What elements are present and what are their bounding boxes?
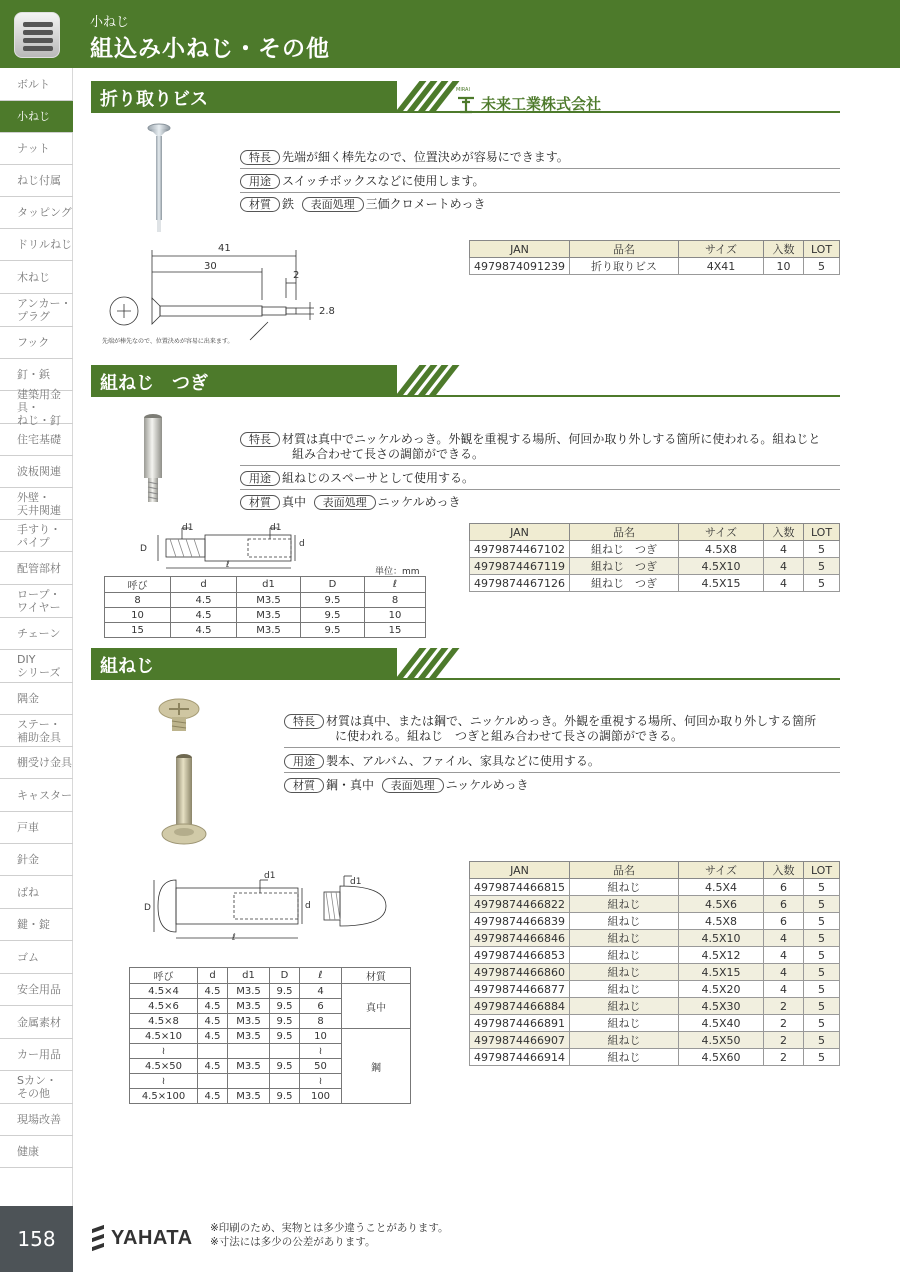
dim-total: 41	[218, 243, 231, 254]
table-row: 8 4.5 M3.5 9.5 8	[105, 593, 426, 608]
sidebar-item[interactable]: タッピング	[0, 197, 73, 229]
sidebar-item[interactable]: 金属素材	[0, 1006, 73, 1039]
section-title: 組ねじ	[100, 656, 154, 677]
section-header-kumineji	[91, 648, 840, 680]
sidebar-item[interactable]: カー用品	[0, 1039, 73, 1071]
table-row: 15 4.5 M3.5 9.5 15	[105, 623, 426, 638]
sidebar-item[interactable]: 波板関連	[0, 456, 73, 488]
usage-line: 用途 スイッチボックスなどに使用します。	[240, 174, 484, 189]
label-d: d	[299, 539, 305, 549]
feature-line-cont: に使われる。組ねじ つぎと組み合わせて長さの調節ができる。	[335, 729, 684, 743]
sidebar-item[interactable]: ねじ付属	[0, 165, 73, 197]
table-row: 4.5×10 4.5 M3.5 9.5 10 鋼	[130, 1029, 411, 1044]
surface-tag: 表面処理	[382, 778, 444, 793]
table-row: 4979874466914 組ねじ 4.5X60 2 5	[470, 1049, 840, 1066]
feature-line: 特長 材質は真中でニッケルめっき。外観を重視する場所、何回か取り外しする箇所に使われる。組ねじと	[240, 432, 820, 447]
product-table-oritori: JAN 品名 サイズ 入数 LOT 4979874091239 折り取りビス 4X41 10 5	[469, 240, 840, 275]
feature-line: 特長 先端が細く棒先なので、位置決めが容易にできます。	[240, 150, 569, 165]
table-row: 4.5×50 4.5 M3.5 9.5 50	[130, 1059, 411, 1074]
dimension-table-tsugi: 呼び d d1 D ℓ 8 4.5 M3.5 9.5 8 10 4.5 M3.5 9.5 10 15 4.5 M3.5 9.5 15	[104, 576, 426, 638]
page-title: 組込み小ねじ・その他	[90, 36, 330, 62]
product-table-kumineji: JAN 品名 サイズ 入数 LOT 4979874466815 組ねじ 4.5X4 6 5 4979874466822 組ねじ 4.5X6 6 5 4979874466839 組ねじ 4.5X8 6 5 4979874466846 組ねじ 4.5X10 4 5 4979874466853 組ねじ 4.5X12 4 5 4979874466860 組ねじ 4.5X15 4 5 4979874466877 組ねじ 4.5X20 4 5 4979874466884 組ねじ 4.5X30 2 5 4979874466891 組ねじ 4.5X40 2 5 4979874466907 組ねじ 4.5X50 2 5 4979874466914 組ねじ 4.5X60 2 5	[469, 861, 840, 1066]
material-line: 材質 鋼・真中 表面処理 ニッケルめっき	[284, 778, 528, 793]
table-row: 4.5×100 4.5 M3.5 9.5 100	[130, 1089, 411, 1104]
surface-tag: 表面処理	[314, 495, 376, 510]
sidebar-item[interactable]: ゴム	[0, 941, 73, 974]
table-row: 4979874466853 組ねじ 4.5X12 4 5	[470, 947, 840, 964]
material-line: 材質 鉄 表面処理 三価クロメートめっき	[240, 197, 486, 212]
label-l: ℓ	[232, 933, 236, 943]
kumineji-sleeve-photo	[158, 752, 210, 848]
sidebar-item[interactable]: DIY シリーズ	[0, 650, 73, 683]
maker-logo	[456, 87, 602, 118]
category-label: 小ねじ	[90, 15, 130, 30]
sidebar-item[interactable]: 棚受け金具	[0, 747, 73, 779]
surface-tag: 表面処理	[302, 197, 364, 212]
sidebar-item[interactable]: チェーン	[0, 618, 73, 650]
maker-name: 未来工業株式会社	[481, 95, 602, 113]
table-row: 4979874466891 組ねじ 4.5X40 2 5	[470, 1015, 840, 1032]
sidebar-item[interactable]: キャスター	[0, 779, 73, 812]
table-row: 4979874467102 組ねじ つぎ 4.5X8 4 5	[470, 541, 840, 558]
label-l: ℓ	[226, 560, 230, 570]
section-title: 折り取りビス	[100, 89, 208, 110]
brand-name: YAHATA	[111, 1227, 193, 1249]
table-row: 4979874466877 組ねじ 4.5X20 4 5	[470, 981, 840, 998]
table-row: 4.5×4 4.5 M3.5 9.5 4 真中	[130, 984, 411, 999]
section-header-tsugi	[91, 365, 840, 397]
kumineji-screw-head-photo	[155, 695, 203, 735]
table-row: 4979874466884 組ねじ 4.5X30 2 5	[470, 998, 840, 1015]
sidebar-item[interactable]: 建築用金具・ ねじ・釘	[0, 391, 73, 424]
table-row: 4979874466815 組ねじ 4.5X4 6 5	[470, 879, 840, 896]
feature-line: 特長 材質は真中、または鋼で、ニッケルめっき。外観を重視する場所、何回か取り外しする箇所	[284, 714, 816, 729]
sidebar-item[interactable]: 手すり・ パイプ	[0, 520, 73, 552]
sidebar-item[interactable]: ステー・ 補助金具	[0, 715, 73, 747]
label-D: D	[144, 903, 151, 913]
sidebar-item[interactable]: フック	[0, 327, 73, 359]
sidebar-item[interactable]: ロープ・ ワイヤー	[0, 585, 73, 618]
label-D: D	[140, 544, 147, 554]
maker-mark: MIRAI	[456, 87, 470, 93]
page-number: 158	[0, 1206, 73, 1272]
sidebar-item[interactable]: ボルト	[0, 68, 73, 101]
table-row: ≀ ≀	[130, 1074, 411, 1089]
sidebar-item[interactable]: 針金	[0, 844, 73, 876]
dim-body: 30	[204, 261, 217, 272]
material-cell: 真中	[342, 984, 411, 1029]
sidebar-item[interactable]: 健康	[0, 1136, 73, 1168]
dim-dia: 2.8	[319, 306, 335, 317]
yahata-logo-icon	[92, 1227, 106, 1249]
usage-tag: 用途	[240, 471, 280, 486]
sidebar-item[interactable]: 住宅基礎	[0, 424, 73, 456]
material-tag: 材質	[240, 495, 280, 510]
material-tag: 材質	[284, 778, 324, 793]
sidebar-item[interactable]: 現場改善	[0, 1104, 73, 1136]
sidebar-item[interactable]: 安全用品	[0, 974, 73, 1006]
kumineji-dimension-diagram	[140, 868, 420, 946]
table-row: 4979874467119 組ねじ つぎ 4.5X10 4 5	[470, 558, 840, 575]
sidebar-nav	[0, 68, 73, 1206]
usage-tag: 用途	[240, 174, 280, 189]
feature-tag: 特長	[240, 150, 280, 165]
sidebar-item[interactable]: 配管部材	[0, 552, 73, 585]
label-d1: d1	[350, 877, 362, 887]
footnote: ※寸法には多少の公差があります。	[210, 1236, 376, 1248]
feature-tag: 特長	[240, 432, 280, 447]
oritori-screw-photo	[146, 120, 172, 235]
oritori-dimension-diagram	[100, 240, 350, 348]
product-table-tsugi: JAN 品名 サイズ 入数 LOT 4979874467102 組ねじ つぎ 4.5X8 4 5 4979874467119 組ねじ つぎ 4.5X10 4 5 4979874467126 組ねじ つぎ 4.5X15 4 5	[469, 523, 840, 592]
screw-category-icon	[14, 12, 60, 58]
table-row: 4.5×8 4.5 M3.5 9.5 8	[130, 1014, 411, 1029]
mirai-logo-icon	[456, 90, 476, 114]
dim-tip: 2	[293, 270, 300, 281]
table-row: 10 4.5 M3.5 9.5 10	[105, 608, 426, 623]
table-row: 4979874466839 組ねじ 4.5X8 6 5	[470, 913, 840, 930]
table-row: 4979874466846 組ねじ 4.5X10 4 5	[470, 930, 840, 947]
label-d1: d1	[182, 523, 194, 533]
sidebar-item[interactable]: ばね	[0, 876, 73, 909]
feature-line-cont: 組み合わせて長さの調節ができる。	[292, 447, 485, 461]
table-row: 4979874466907 組ねじ 4.5X50 2 5	[470, 1032, 840, 1049]
table-row: 4979874466860 組ねじ 4.5X15 4 5	[470, 964, 840, 981]
table-row: ≀ ≀	[130, 1044, 411, 1059]
material-tag: 材質	[240, 197, 280, 212]
sidebar-item[interactable]: Sカン・ その他	[0, 1071, 73, 1104]
table-row: 4.5×6 4.5 M3.5 9.5 6	[130, 999, 411, 1014]
material-line: 材質 真中 表面処理 ニッケルめっき	[240, 495, 460, 510]
tsugi-spacer-photo	[138, 412, 168, 506]
usage-line: 用途 製本、アルバム、ファイル、家具などに使用する。	[284, 754, 600, 769]
material-cell: 鋼	[342, 1029, 411, 1104]
sidebar-item[interactable]: 小ねじ	[0, 101, 73, 133]
sidebar-item[interactable]: 鍵・錠	[0, 909, 73, 941]
sidebar-item[interactable]: ドリルねじ	[0, 229, 73, 261]
diagram-note: 先端が棒先なので、位置決めが容易に出来ます。	[102, 338, 234, 345]
label-d1: d1	[270, 523, 282, 533]
label-d: d	[305, 901, 311, 911]
footnote: ※印刷のため、実物とは多少違うことがあります。	[210, 1222, 449, 1234]
sidebar-item[interactable]: 釘・鋲	[0, 359, 73, 391]
dimension-table-kumineji: 呼び d d1 D ℓ 材質 4.5×4 4.5 M3.5 9.5 4 真中 4.5×6 4.5 M3.5 9.5 6 4.5×8 4.5 M3.5 9.5 8 4.5×10 4.5 M3.5 9.5 10 鋼 ≀ ≀ 4.5×50 4.5 M3.5 9.5 50 ≀ ≀ 4.5×100 4.5 M3.5 9.5 100	[129, 967, 411, 1104]
unit-label: 単位：mm	[375, 567, 420, 577]
table-row: 4979874467126 組ねじ つぎ 4.5X15 4 5	[470, 575, 840, 592]
tsugi-dimension-diagram	[130, 520, 310, 572]
sidebar-item[interactable]: ナット	[0, 133, 73, 165]
sidebar-item[interactable]: 戸車	[0, 812, 73, 844]
table-row: 4979874091239 折り取りビス 4X41 10 5	[470, 258, 840, 275]
sidebar-item[interactable]: 隅金	[0, 683, 73, 715]
sidebar-item[interactable]: 木ねじ	[0, 261, 73, 294]
section-title: 組ねじ つぎ	[100, 373, 208, 394]
table-row: 4979874466822 組ねじ 4.5X6 6 5	[470, 896, 840, 913]
usage-line: 用途 組ねじのスペーサとして使用する。	[240, 471, 474, 486]
sidebar-item[interactable]: 外壁・ 天井関連	[0, 488, 73, 520]
sidebar-item[interactable]: アンカー・ プラグ	[0, 294, 73, 327]
label-d1: d1	[264, 871, 276, 881]
usage-tag: 用途	[284, 754, 324, 769]
feature-tag: 特長	[284, 714, 324, 729]
